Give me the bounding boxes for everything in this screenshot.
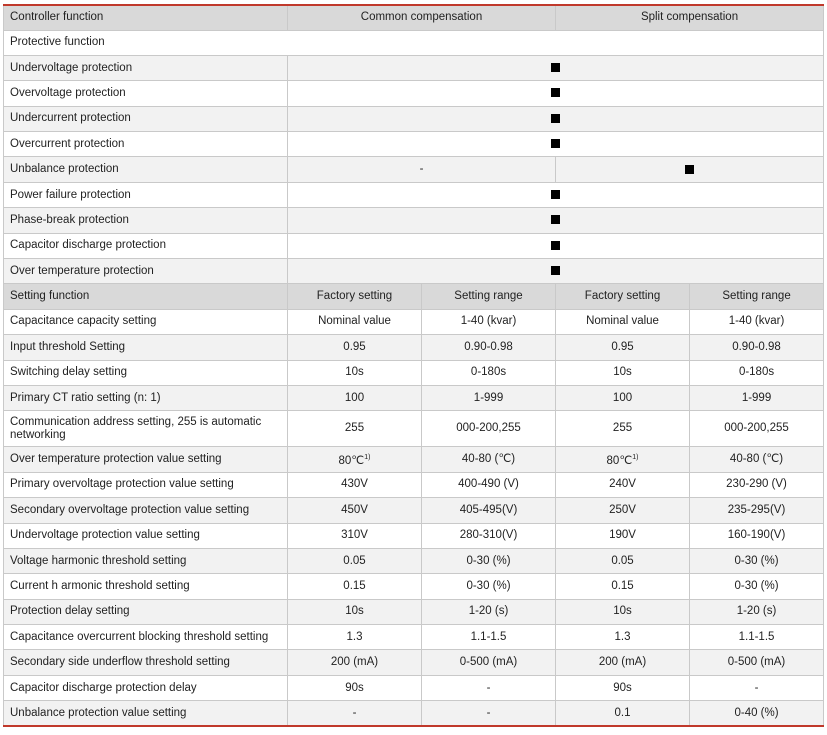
split-factory-value: 1.3 — [556, 625, 690, 650]
row-label: Primary overvoltage protection value setting — [4, 472, 288, 497]
section-label-protective: Protective function — [4, 30, 824, 55]
common-factory-value: Nominal value — [288, 309, 422, 334]
common-range-value: 1.1-1.5 — [422, 625, 556, 650]
header-setting-function: Setting function — [4, 284, 288, 309]
row-label: Voltage harmonic threshold setting — [4, 548, 288, 573]
split-factory-value: 255 — [556, 411, 690, 447]
row-label: Over temperature protection value setting — [4, 447, 288, 472]
table-row — [4, 650, 824, 675]
footnote-marker: 1) — [364, 454, 371, 462]
header-common-range: Setting range — [422, 284, 556, 309]
table-row — [4, 385, 824, 410]
common-factory-value: 10s — [288, 360, 422, 385]
split-range-value: 1-40 (kvar) — [690, 309, 824, 334]
split-range-value: 0-500 (mA) — [690, 650, 824, 675]
common-factory-value: 450V — [288, 498, 422, 523]
table-row — [4, 599, 824, 624]
common-factory-value — [288, 447, 422, 472]
split-factory-value: 0.15 — [556, 574, 690, 599]
split-range-value: 1-20 (s) — [690, 599, 824, 624]
common-factory-value: 100 — [288, 385, 422, 410]
row-label: Capacitance overcurrent blocking threshold setting — [4, 625, 288, 650]
split-range-value: 0-180s — [690, 360, 824, 385]
split-factory-value: 0.95 — [556, 335, 690, 360]
common-range-value: 1-999 — [422, 385, 556, 410]
row-label: Unbalance protection value setting — [4, 701, 288, 726]
row-label: Over temperature protection — [4, 259, 288, 284]
support-cell — [288, 182, 824, 207]
common-factory-value: 255 — [288, 411, 422, 447]
supported-mark-icon — [551, 190, 560, 199]
table-row — [4, 675, 824, 700]
section-row-protective — [4, 30, 824, 55]
support-cell — [288, 81, 824, 106]
table-row — [4, 335, 824, 360]
table-row — [4, 233, 824, 258]
table-row — [4, 132, 824, 157]
supported-mark-icon — [551, 88, 560, 97]
split-factory-value: 90s — [556, 675, 690, 700]
split-factory-value: 0.1 — [556, 701, 690, 726]
common-factory-value: 1.3 — [288, 625, 422, 650]
common-range-value: 0-30 (%) — [422, 574, 556, 599]
split-factory-value: Nominal value — [556, 309, 690, 334]
split-range-value: 0-30 (%) — [690, 548, 824, 573]
split-factory-value: 10s — [556, 360, 690, 385]
footnote-marker: 1) — [632, 454, 639, 462]
common-range-value: 000-200,255 — [422, 411, 556, 447]
split-range-value: 1-999 — [690, 385, 824, 410]
common-factory-value: 0.15 — [288, 574, 422, 599]
support-cell — [288, 208, 824, 233]
table-row — [4, 548, 824, 573]
row-label: Overvoltage protection — [4, 81, 288, 106]
common-not-supported-cell: - — [288, 157, 556, 182]
supported-mark-icon — [551, 139, 560, 148]
split-factory-value: 240V — [556, 472, 690, 497]
header-split-compensation: Split compensation — [556, 5, 824, 30]
split-factory-value: 100 — [556, 385, 690, 410]
supported-mark-icon — [551, 266, 560, 275]
supported-mark-icon — [551, 215, 560, 224]
row-label: Input threshold Setting — [4, 335, 288, 360]
table-row — [4, 106, 824, 131]
common-factory-value: 0.95 — [288, 335, 422, 360]
split-factory-value: 250V — [556, 498, 690, 523]
table-row — [4, 360, 824, 385]
table-row — [4, 472, 824, 497]
table-row — [4, 259, 824, 284]
table-row — [4, 81, 824, 106]
common-factory-value: 10s — [288, 599, 422, 624]
split-range-value: 000-200,255 — [690, 411, 824, 447]
header-split-factory: Factory setting — [556, 284, 690, 309]
split-factory-value — [556, 447, 690, 472]
supported-mark-icon — [551, 114, 560, 123]
row-label: Undervoltage protection — [4, 55, 288, 80]
common-range-value: 0-30 (%) — [422, 548, 556, 573]
table-row — [4, 447, 824, 472]
controller-function-table — [3, 4, 824, 727]
common-range-value: 1-40 (kvar) — [422, 309, 556, 334]
supported-mark-icon — [685, 165, 694, 174]
split-factory-value: 190V — [556, 523, 690, 548]
common-range-value: 280-310(V) — [422, 523, 556, 548]
common-range-value: - — [422, 675, 556, 700]
table-row — [4, 411, 824, 447]
row-label: Undercurrent protection — [4, 106, 288, 131]
supported-mark-icon — [551, 63, 560, 72]
table-header-row — [4, 5, 824, 30]
row-label: Capacitor discharge protection — [4, 233, 288, 258]
common-range-value: 1-20 (s) — [422, 599, 556, 624]
common-factory-value: 200 (mA) — [288, 650, 422, 675]
table-row — [4, 574, 824, 599]
split-range-value: 40-80 (℃) — [690, 447, 824, 472]
common-range-value: 0-180s — [422, 360, 556, 385]
supported-mark-icon — [551, 241, 560, 250]
row-label: Capacitance capacity setting — [4, 309, 288, 334]
common-range-value: 0-500 (mA) — [422, 650, 556, 675]
split-range-value: - — [690, 675, 824, 700]
row-label: Current h armonic threshold setting — [4, 574, 288, 599]
common-factory-value: 430V — [288, 472, 422, 497]
split-range-value: 230-290 (V) — [690, 472, 824, 497]
row-label: Overcurrent protection — [4, 132, 288, 157]
row-label: Protection delay setting — [4, 599, 288, 624]
support-cell — [288, 55, 824, 80]
row-label: Communication address setting, 255 is automatic networking — [4, 411, 288, 447]
split-range-value: 0.90-0.98 — [690, 335, 824, 360]
common-range-value: 40-80 (℃) — [422, 447, 556, 472]
split-range-value: 0-40 (%) — [690, 701, 824, 726]
split-range-value: 235-295(V) — [690, 498, 824, 523]
support-cell — [288, 259, 824, 284]
row-label: Unbalance protection — [4, 157, 288, 182]
row-label: Power failure protection — [4, 182, 288, 207]
table-row — [4, 309, 824, 334]
table-row — [4, 701, 824, 726]
header-split-range: Setting range — [690, 284, 824, 309]
row-label: Primary CT ratio setting (n: 1) — [4, 385, 288, 410]
support-cell — [288, 106, 824, 131]
table-row — [4, 55, 824, 80]
table-row — [4, 157, 824, 182]
common-range-value: - — [422, 701, 556, 726]
row-label: Switching delay setting — [4, 360, 288, 385]
common-factory-value: 0.05 — [288, 548, 422, 573]
row-label: Secondary side underflow threshold setting — [4, 650, 288, 675]
split-factory-value: 10s — [556, 599, 690, 624]
table-row — [4, 498, 824, 523]
common-factory-value: - — [288, 701, 422, 726]
split-factory-value: 200 (mA) — [556, 650, 690, 675]
split-factory-value: 0.05 — [556, 548, 690, 573]
common-factory-value: 90s — [288, 675, 422, 700]
factory-value-text: 80℃ — [606, 454, 633, 467]
factory-value-text: 80℃ — [338, 454, 365, 467]
table-row — [4, 208, 824, 233]
support-cell — [288, 132, 824, 157]
row-label: Undervoltage protection value setting — [4, 523, 288, 548]
header-controller-function: Controller function — [4, 5, 288, 30]
row-label: Phase-break protection — [4, 208, 288, 233]
table-row — [4, 182, 824, 207]
header-common-factory: Factory setting — [288, 284, 422, 309]
table-row — [4, 625, 824, 650]
split-range-value: 160-190(V) — [690, 523, 824, 548]
row-label: Capacitor discharge protection delay — [4, 675, 288, 700]
split-range-value: 0-30 (%) — [690, 574, 824, 599]
common-range-value: 0.90-0.98 — [422, 335, 556, 360]
row-label: Secondary overvoltage protection value setting — [4, 498, 288, 523]
common-range-value: 405-495(V) — [422, 498, 556, 523]
common-factory-value: 310V — [288, 523, 422, 548]
table-row — [4, 523, 824, 548]
split-support-cell — [556, 157, 824, 182]
setting-header-row — [4, 284, 824, 309]
common-range-value: 400-490 (V) — [422, 472, 556, 497]
split-range-value: 1.1-1.5 — [690, 625, 824, 650]
header-common-compensation: Common compensation — [288, 5, 556, 30]
support-cell — [288, 233, 824, 258]
